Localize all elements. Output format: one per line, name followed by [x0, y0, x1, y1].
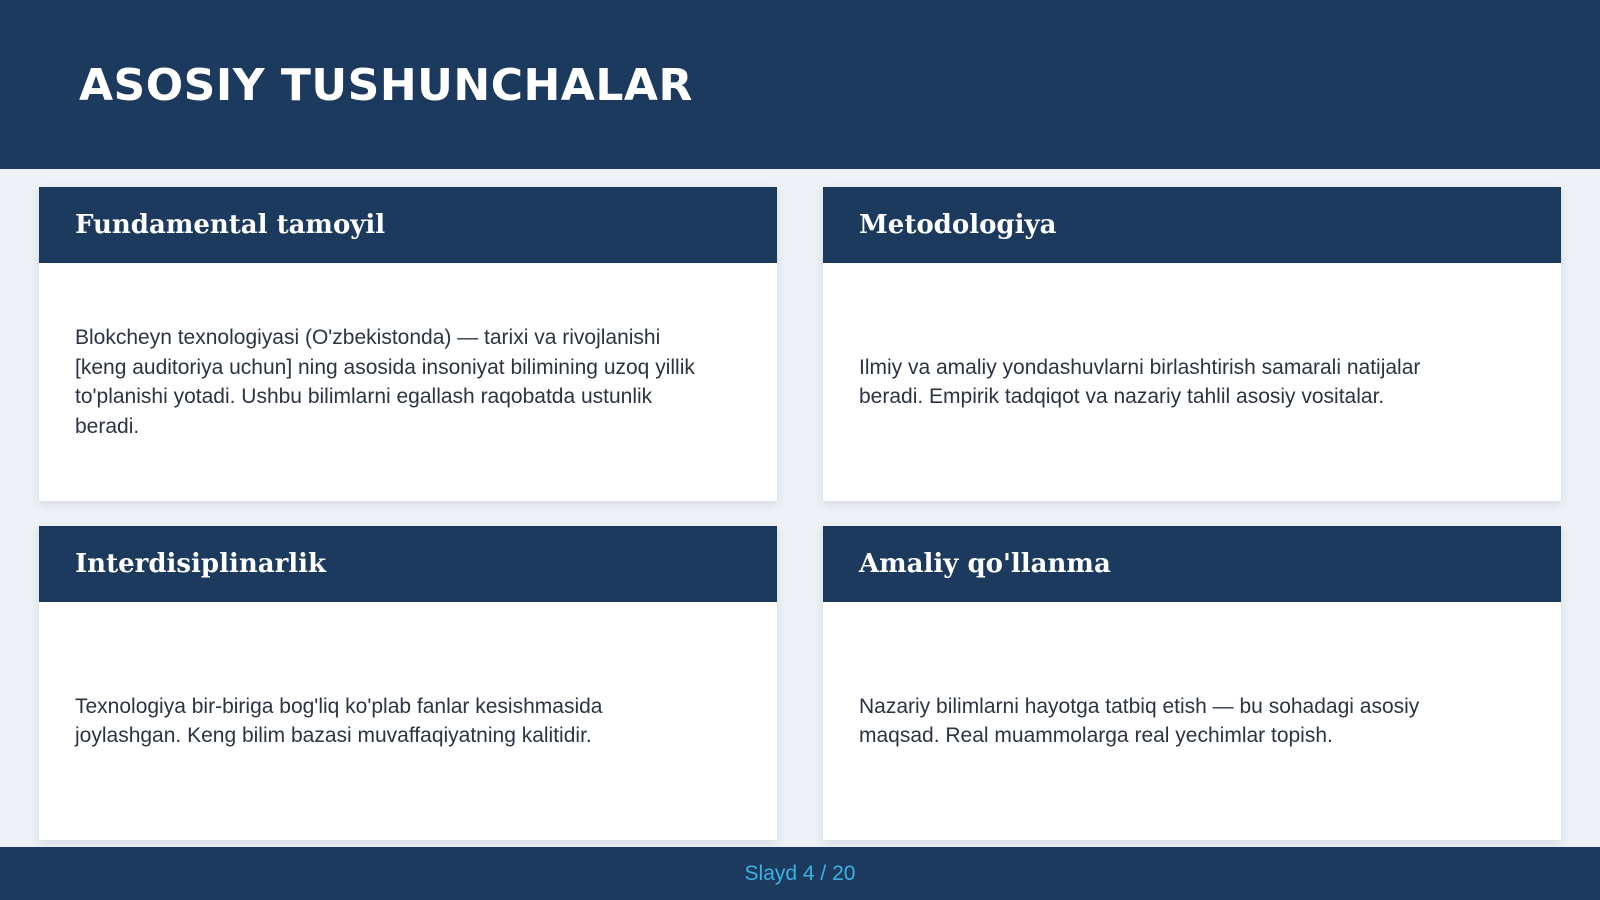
card-title: Interdisiplinarlik — [75, 549, 327, 579]
card-header — [39, 526, 777, 602]
card-text: Nazariy bilimlarni hayotga tatbiq etish — bu sohadagi asosiy maqsad. Real muammolarga real yechimlar topish. — [859, 694, 1420, 747]
card-header — [823, 187, 1561, 263]
card-amaliy-qollanma — [823, 526, 1561, 840]
card-text: Ilmiy va amaliy yondashuvlarni birlashtirish samarali natijalar beradi. Empirik tadqiqot va nazariy tahlil asosiy vositalar. — [859, 355, 1421, 408]
card-title: Fundamental tamoyil — [75, 210, 386, 240]
card-title: Metodologiya — [859, 210, 1057, 240]
card-body — [823, 263, 1561, 501]
card-interdisiplinarlik — [39, 526, 777, 840]
slide-footer — [0, 847, 1600, 900]
card-title: Amaliy qo'llanma — [859, 549, 1111, 579]
slide-counter: Slayd 4 / 20 — [744, 861, 856, 885]
card-fundamental-tamoyil — [39, 187, 777, 501]
slide-title: ASOSIY TUSHUNCHALAR — [79, 60, 693, 111]
card-text: Texnologiya bir-biriga bog'liq ko'plab fanlar kesishmasida joylashgan. Keng bilim bazasi muvaffaqiyatning kalitidir. — [75, 694, 603, 747]
card-body — [39, 263, 777, 501]
card-body — [823, 602, 1561, 840]
card-metodologiya — [823, 187, 1561, 501]
card-body — [39, 602, 777, 840]
slide-header — [0, 0, 1600, 169]
card-text: Blokcheyn texnologiyasi (O'zbekistonda) — tarixi va rivojlanishi [keng auditoriya uchun] ning asosida insoniyat bilimining uzoq yillik to'planishi yotadi. Ushbu bilimlarni egallash raqobatda ustunlik beradi. — [75, 326, 695, 438]
card-header — [39, 187, 777, 263]
card-header — [823, 526, 1561, 602]
